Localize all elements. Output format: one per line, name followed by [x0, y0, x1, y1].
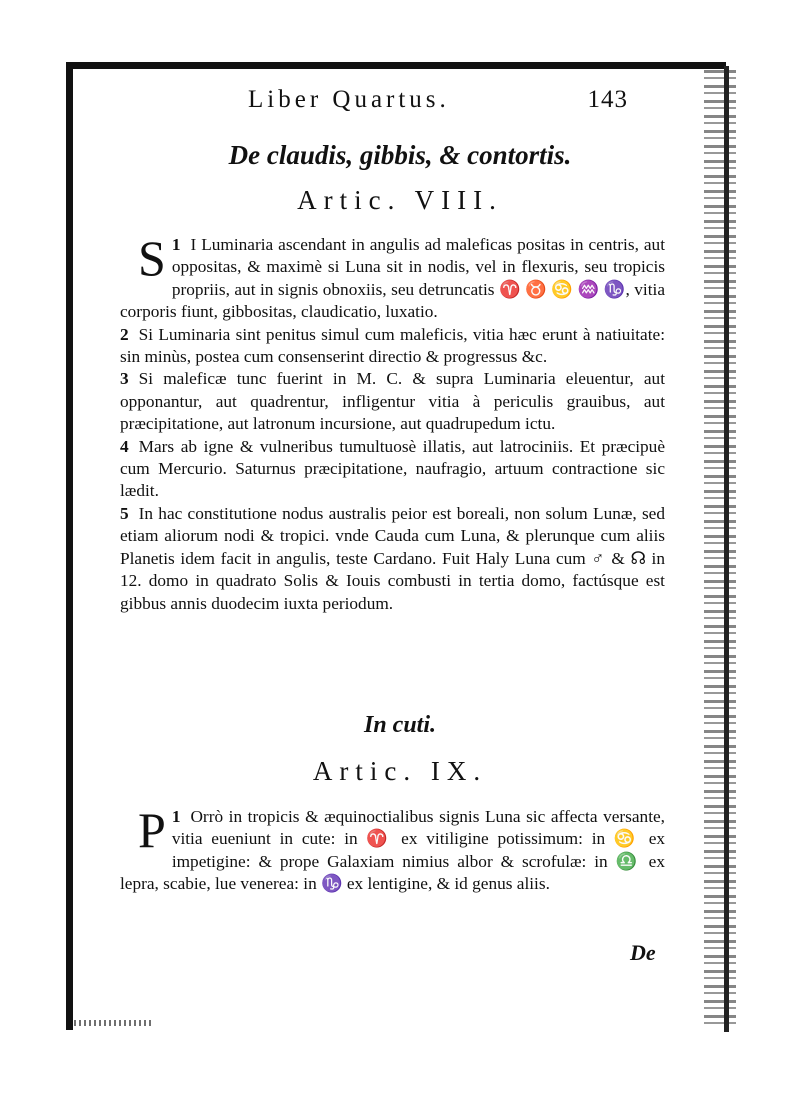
paragraph — [120, 503, 665, 615]
paragraph — [120, 368, 665, 435]
page-edge-shadow — [704, 70, 736, 1030]
paragraph-number: 1 — [171, 807, 181, 826]
paragraph-number: 2 — [120, 324, 129, 344]
paragraph — [120, 230, 665, 324]
page-number: 143 — [587, 86, 628, 113]
article-heading: Artic. VIII. — [297, 185, 503, 215]
paragraph — [120, 436, 665, 503]
paragraph-text: I Luminaria ascendant in angulis ad maleficas positas in centris, aut oppositas, & maximè si Luna sit in nodis, vel in flexuris, seu tropicis propriis, aut in signis obnoxiis, seu detruncatis ♈ ♉ ♋ ♒ ♑, vitia corporis fiunt, gibbositas, claudicatio, luxatio. — [120, 235, 665, 322]
section-title: De claudis, gibbis, & contortis. — [228, 140, 572, 170]
article-body — [120, 802, 665, 896]
section-title: In cuti. — [363, 712, 437, 738]
article-heading: Artic. IX. — [312, 756, 488, 786]
paragraph — [120, 324, 665, 369]
paragraph-text: Orrò in tropicis & æquinoctialibus signis Luna sic affecta versante, vitia eueniunt in cute: in ♈ ex vitiligine potissimum: in ♋ ex impetigine: & prope Galaxiam nimius albor & scrofulæ: in ♎ ex lepra, scabie, lue venerea: in ♑ ex lentigine, & id genus aliis. — [120, 807, 665, 894]
drop-cap: S — [138, 230, 166, 286]
page-frame-right — [724, 66, 729, 1032]
print-smudge — [74, 1020, 154, 1026]
paragraph-number: 1 — [171, 235, 181, 254]
paragraph-text: Mars ab igne & vulneribus tumultuosè illatis, aut latrociniis. Et præcipuè cum Mercurio. Saturnus præcipitatione, naufragio, artuum contractione sic lædit. — [120, 436, 665, 501]
paragraph-text: Si Luminaria sint penitus simul cum maleficis, vitia hæc erunt à natiuitate: sin minùs, postea cum consenserint directio & progressus &c. — [120, 324, 665, 367]
catchword: De — [630, 940, 656, 965]
running-head — [240, 86, 640, 120]
paragraph-text: Si maleficæ tunc fuerint in M. C. & supra Luminaria eleuentur, aut opponantur, aut quadrentur, infligentur vitia à periculis grauibus, aut præcipitatione, aut latronum incursione, aut quadrupedum ictu. — [120, 369, 665, 434]
paragraph-number: 5 — [120, 503, 129, 523]
paragraph-number: 4 — [120, 436, 129, 456]
paragraph-text: In hac constitutione nodus australis peior est boreali, non solum Lunæ, sed etiam aliorum nodi & tropici. vnde Cauda cum Luna, & plerunque cum aliis Planetis idem facit in angulis, teste Cardano. Fuit Haly Luna cum ♂ & ☊ in 12. domo in quadrato Solis & Iouis combusti in tertia domo, factúsque est gibbus annis duodecim iuxta periodum. — [120, 503, 665, 613]
paragraph-number: 3 — [120, 369, 129, 389]
paragraph — [120, 802, 665, 896]
article-body — [120, 230, 665, 615]
running-title: Liber Quartus. — [248, 86, 450, 113]
page-frame-left — [66, 62, 73, 1030]
drop-cap: P — [138, 802, 166, 858]
page-frame-top — [66, 62, 726, 69]
